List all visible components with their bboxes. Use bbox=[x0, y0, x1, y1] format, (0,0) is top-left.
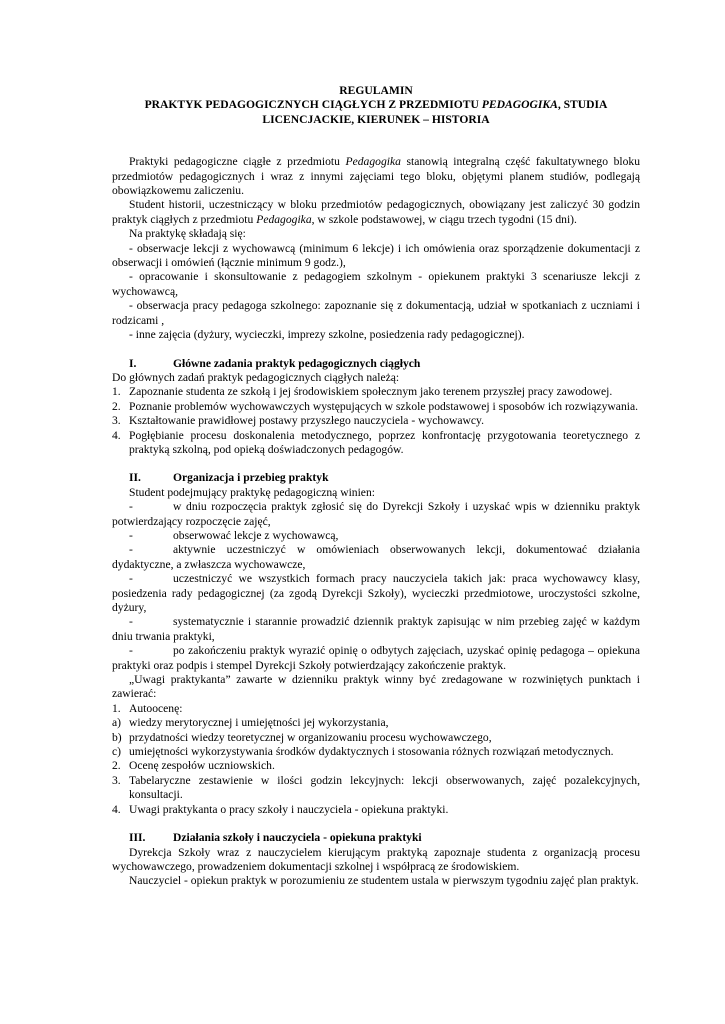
list-item bbox=[112, 803, 640, 817]
section-2-dash-item bbox=[112, 543, 640, 572]
section-3-title: Działania szkoły i nauczyciela - opiekuna praktyki bbox=[173, 831, 422, 845]
section-2-list-b bbox=[112, 759, 640, 817]
list-item-text: Zapoznanie studenta ze szkołą i jej środowiskiem społecznym jako terenem przyszłej pracy zawodowej. bbox=[129, 385, 613, 399]
section-2-dash-item bbox=[112, 572, 640, 615]
dash-marker: - bbox=[129, 644, 133, 658]
list-item-text: Tabelaryczne zestawienie w ilości godzin lekcyjnych: lekcji obserwowanych, zajęć pozalekcyjnych, konsultacji. bbox=[129, 773, 640, 802]
section-2-list-a bbox=[112, 702, 640, 716]
intro-paragraph-1 bbox=[112, 155, 640, 198]
list-item bbox=[112, 400, 640, 414]
dash-marker: - bbox=[129, 615, 133, 629]
section-2-dash-item bbox=[112, 529, 640, 543]
dash-text: obserwować lekcje z wychowawcą, bbox=[173, 528, 339, 542]
section-2-title: Organizacja i przebieg praktyk bbox=[173, 471, 329, 485]
list-item bbox=[112, 702, 640, 716]
intro-p1-post: stanowią integralną część fakultatywnego bloku przedmiotów pedagogicznych i wraz z innymi zajęciami tego bloku, objętymi planem studiów, podlegają obowiązkowemu zaliczeniu. bbox=[112, 155, 640, 198]
intro-paragraph-2 bbox=[112, 198, 640, 227]
intro-p2-pre: Student historii, uczestniczący w bloku przedmiotów pedagogicznych, obowiązany jest zaliczyć 30 godzin praktyk ciągłych z przedmiotu bbox=[112, 198, 640, 226]
title-line-2-em: PEDAGOGIKA bbox=[481, 98, 558, 112]
list-item-text: Kształtowanie prawidłowej postawy przyszłego nauczyciela - wychowawcy. bbox=[129, 414, 484, 428]
intro-p1-em: Pedagogika bbox=[345, 155, 401, 169]
intro-paragraph-3: Na praktykę składają się: bbox=[129, 227, 246, 241]
dash-marker: - bbox=[129, 500, 133, 514]
section-3-number: III. bbox=[129, 831, 146, 845]
list-item-text: Autoocenę: bbox=[129, 701, 183, 715]
list-item-text: Poznanie problemów wychowawczych występujących w szkole podstawowej i sposobów ich rozwiązywania. bbox=[129, 399, 639, 413]
letter-text: wiedzy merytorycznej i umiejętności jej wykorzystania, bbox=[129, 716, 389, 730]
section-3-heading bbox=[112, 831, 640, 845]
list-item bbox=[112, 385, 640, 399]
letter-marker: b) bbox=[112, 730, 122, 744]
list-item bbox=[112, 429, 640, 458]
intro-p2-em: Pedagogika bbox=[256, 212, 312, 226]
section-1-number: I. bbox=[129, 356, 137, 370]
title-line-2 bbox=[112, 98, 640, 112]
dash-marker: - bbox=[129, 543, 133, 557]
dash-text: aktywnie uczestniczyć w omówieniach obserwowanych lekcji, dokumentować działania dydaktyczne, a zwłaszcza wychowawcze, bbox=[112, 543, 640, 571]
intro-dash-4: - inne zajęcia (dyżury, wycieczki, imprezy szkolne, posiedzenia rady pedagogicznej). bbox=[129, 328, 525, 342]
section-1-lead: Do głównych zadań praktyk pedagogicznych ciągłych należą: bbox=[112, 370, 400, 384]
section-1-title: Główne zadania praktyk pedagogicznych ciągłych bbox=[173, 356, 421, 370]
list-item bbox=[112, 774, 640, 803]
list-item-number: 4. bbox=[112, 428, 121, 442]
letter-text: umiejętności wykorzystywania środków dydaktycznych i stosowania różnych rozwiązań metodycznych. bbox=[129, 745, 614, 759]
section-2-number: II. bbox=[129, 471, 141, 485]
letter-item bbox=[112, 731, 640, 745]
intro-p2-post: , w szkole podstawowej, w ciągu trzech tygodni (15 dni). bbox=[311, 212, 577, 226]
list-item bbox=[112, 414, 640, 428]
list-item-number: 4. bbox=[112, 802, 121, 816]
list-item bbox=[112, 759, 640, 773]
section-2-dash-item bbox=[112, 644, 640, 673]
dash-text: po zakończeniu praktyk wyrazić opinię o odbytych zajęciach, uzyskać opinię pedagoga – opiekuna praktyki oraz podpis i stempel Dyrekcji Szkoły potwierdzający zakończenie praktyk. bbox=[112, 644, 640, 672]
title-line-3: LICENCJACKIE, KIERUNEK – HISTORIA bbox=[262, 112, 490, 126]
list-item-number: 1. bbox=[112, 385, 121, 399]
title-line-1: REGULAMIN bbox=[339, 84, 413, 97]
letter-marker: a) bbox=[112, 716, 122, 730]
letter-text: przydatności wiedzy teoretycznej w organizowaniu procesu wychowawczego, bbox=[129, 730, 492, 744]
letter-item bbox=[112, 716, 640, 730]
dash-marker: - bbox=[129, 528, 133, 542]
intro-dash-1: - obserwacje lekcji z wychowawcą (minimum 6 lekcje) i ich omówienia oraz sporządzenie dokumentacji z obserwacji i omówień (łącznie minimum 9 godz.), bbox=[112, 241, 640, 270]
section-2-heading bbox=[112, 471, 640, 485]
list-item-number: 3. bbox=[112, 414, 121, 428]
title-line-2-pre: PRAKTYK PEDAGOGICZNYCH CIĄGŁYCH Z PRZEDMIOTU bbox=[144, 98, 482, 112]
dash-text: uczestniczyć we wszystkich formach pracy nauczyciela takich jak: praca wychowawcy klasy, posiedzenia rady pedagogicznej (za zgodą Dyrekcji Szkoły), wycieczki przedmiotowe, uroczystości szkolne, dyżury, bbox=[112, 572, 640, 614]
list-item-text: Ocenę zespołów uczniowskich. bbox=[129, 759, 275, 773]
list-item-number: 2. bbox=[112, 399, 121, 413]
intro-p1-pre: Praktyki pedagogiczne ciągłe z przedmiotu bbox=[129, 155, 346, 169]
intro-dash-3: - obserwacja pracy pedagoga szkolnego: zapoznanie się z dokumentacją, udział w spotkaniach z uczniami i rodzicami , bbox=[112, 299, 640, 327]
document-page bbox=[112, 84, 640, 889]
dash-text: w dniu rozpoczęcia praktyk zgłosić się do Dyrekcji Szkoły i uzyskać wpis w dzienniku praktyk potwierdzający rozpoczęcie zajęć, bbox=[112, 500, 640, 528]
list-item-number: 3. bbox=[112, 773, 121, 787]
title-line-2-post: , STUDIA bbox=[557, 98, 608, 112]
dash-marker: - bbox=[129, 572, 133, 586]
list-item-text: Pogłębianie procesu doskonalenia metodycznego, poprzez konfrontację przygotowania teoretycznego z praktyką szkolną, pod opieką doświadczonych pedagogów. bbox=[129, 428, 640, 456]
list-item-number: 2. bbox=[112, 759, 121, 773]
section-2-dash-item bbox=[112, 500, 640, 529]
section-2-lead: Student podejmujący praktykę pedagogiczną winien: bbox=[129, 485, 375, 499]
letter-marker: c) bbox=[112, 745, 122, 759]
list-item-text: Uwagi praktykanta o pracy szkoły i nauczyciela - opiekuna praktyki. bbox=[129, 802, 449, 816]
section-3-paragraph-1: Dyrekcja Szkoły wraz z nauczycielem kierującym praktyką zapoznaje studenta z organizacją procesu wychowawczego, prowadzeniem dokumentacji szkolnej i współpracą ze środowiskiem. bbox=[112, 845, 640, 873]
intro-dash-2: - opracowanie i skonsultowanie z pedagogiem szkolnym - opiekunem praktyki 3 scenariusze lekcji z wychowawcą, bbox=[112, 270, 640, 298]
letter-item bbox=[112, 745, 640, 759]
section-2-uwagi: „Uwagi praktykanta” zawarte w dzienniku praktyk winny być zredagowane w rozwiniętych punktach i zawierać: bbox=[112, 673, 640, 701]
section-3-paragraph-2: Nauczyciel - opiekun praktyk w porozumieniu ze studentem ustala w pierwszym tygodniu zajęć plan praktyk. bbox=[129, 874, 639, 888]
list-item-number: 1. bbox=[112, 701, 121, 715]
dash-text: systematycznie i starannie prowadzić dziennik praktyk zapisując w nim przebieg zajęć w każdym dniu trwania praktyki, bbox=[112, 615, 640, 643]
section-2-dash-item bbox=[112, 615, 640, 644]
section-1-heading bbox=[112, 357, 640, 371]
section-1-list bbox=[112, 385, 640, 457]
